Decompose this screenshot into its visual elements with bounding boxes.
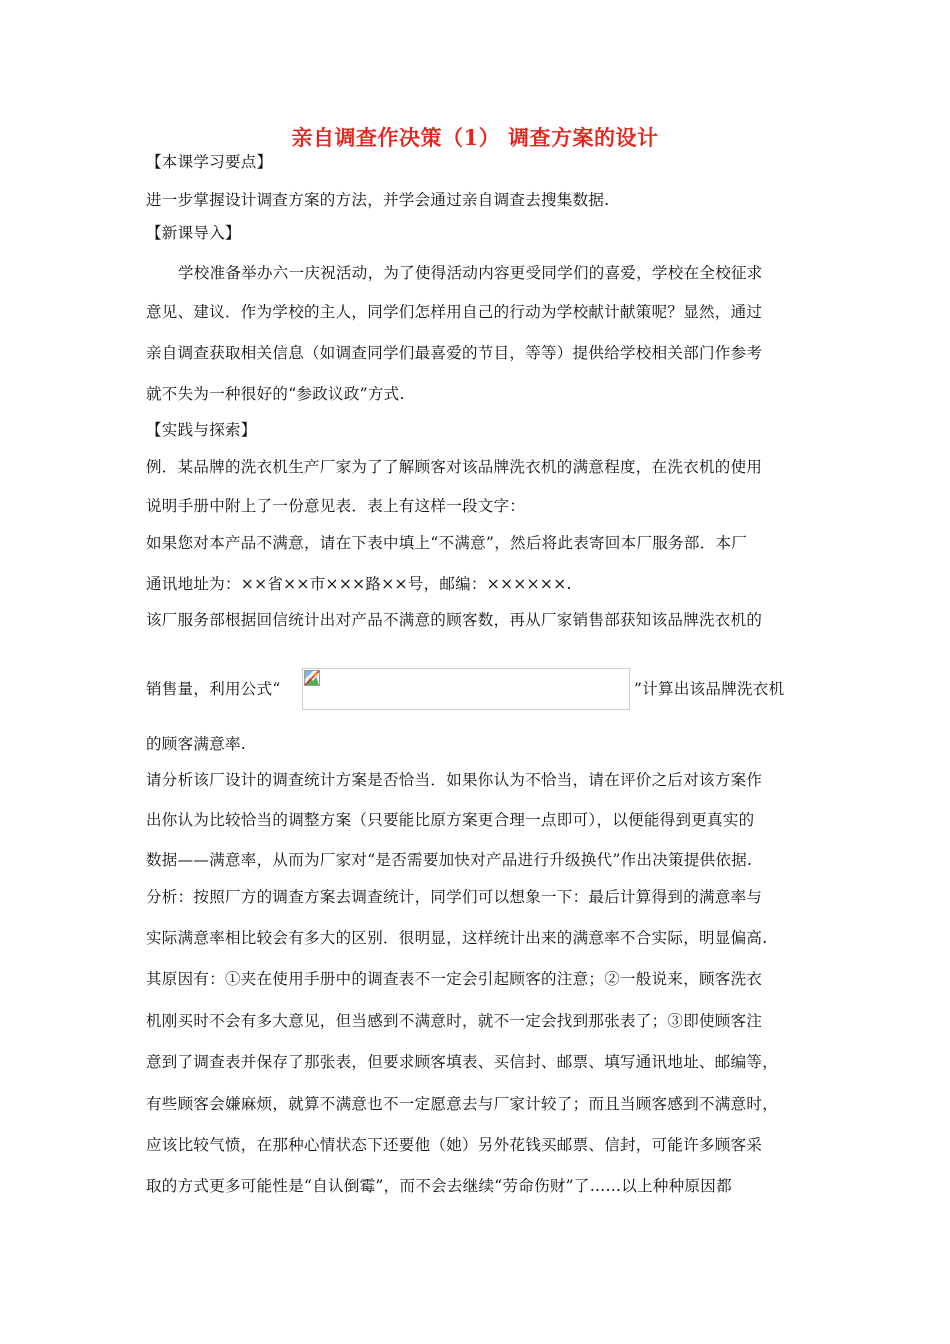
document-title: 亲自调查作决策（1） 调查方案的设计 <box>291 125 659 150</box>
paragraph-line: 实际满意率相比较会有多大的区别．很明显，这样统计出来的满意率不合实际，明显偏高. <box>146 929 768 947</box>
paragraph-line: 就不失为一种很好的“参政议政”方式. <box>146 385 405 403</box>
formula-line-after: ”计算出该品牌洗衣机 <box>634 680 785 698</box>
paragraph-line: 该厂服务部根据回信统计出对产品不满意的顾客数，再从厂家销售部获知该品牌洗衣机的 <box>146 611 763 629</box>
paragraph-line: 如果您对本产品不满意，请在下表中填上“不满意”，然后将此表寄回本厂服务部．本厂 <box>146 534 748 552</box>
section-heading-intro: 【新课导入】 <box>146 224 241 242</box>
paragraph-line: 意到了调查表并保存了那张表，但要求顾客填表、买信封、邮票、填写通讯地址、邮编等， <box>146 1053 779 1071</box>
formula-image-placeholder <box>302 668 630 710</box>
paragraph-line: 学校准备举办六一庆祝活动，为了使得活动内容更受同学们的喜爱，学校在全校征求 <box>178 264 763 282</box>
paragraph-line: 例．某品牌的洗衣机生产厂家为了了解顾客对该品牌洗衣机的满意程度，在洗衣机的使用 <box>146 458 763 476</box>
paragraph-line: 取的方式更多可能性是“自认倒霉”，而不会去继续“劳命伤财”了……以上种种原因都 <box>146 1177 732 1195</box>
paragraph-line: 有些顾客会嫌麻烦，就算不满意也不一定愿意去与厂家计较了；而且当顾客感到不满意时， <box>146 1095 779 1113</box>
paragraph-line: 出你认为比较恰当的调整方案（只要能比原方案更合理一点即可），以便能得到更真实的 <box>146 811 755 829</box>
section-heading-practice: 【实践与探索】 <box>146 421 257 439</box>
paragraph-line: 数据——满意率，从而为厂家对“是否需要加快对产品进行升级换代”作出决策提供依据. <box>146 851 753 869</box>
section-heading-key-points: 【本课学习要点】 <box>146 153 273 171</box>
paragraph-line: 亲自调查获取相关信息（如调查同学们最喜爱的节目，等等）提供给学校相关部门作参考 <box>146 344 763 362</box>
analysis-line: 分析：按照厂方的调查方案去调查统计，同学们可以想象一下：最后计算得到的满意率与 <box>146 888 763 906</box>
paragraph-line: 其原因有：①夹在使用手册中的调查表不一定会引起顾客的注意；②一般说来，顾客洗衣 <box>146 970 763 988</box>
paragraph-line: 请分析该厂设计的调查统计方案是否恰当．如果你认为不恰当，请在评价之后对该方案作 <box>146 771 763 789</box>
paragraph-line: 通讯地址为：××省××市×××路××号，邮编：××××××. <box>146 575 572 593</box>
formula-line-before: 销售量，利用公式“ <box>146 680 281 698</box>
paragraph-line: 机刚买时不会有多大意见，但当感到不满意时，就不一定会找到那张表了；③即使顾客注 <box>146 1012 763 1030</box>
broken-image-icon <box>304 670 320 686</box>
formula-line <box>146 668 826 712</box>
paragraph-line: 进一步掌握设计调查方案的方法，并学会通过亲自调查去搜集数据. <box>146 191 610 209</box>
paragraph-line: 说明手册中附上了一份意见表．表上有这样一段文字： <box>146 497 526 515</box>
paragraph-line: 应该比较气愤，在那种心情状态下还要他（她）另外花钱买邮票、信封，可能许多顾客采 <box>146 1136 763 1154</box>
paragraph-line: 的顾客满意率. <box>146 735 247 753</box>
paragraph-line: 意见、建议．作为学校的主人，同学们怎样用自己的行动为学校献计献策呢？显然，通过 <box>146 303 763 321</box>
